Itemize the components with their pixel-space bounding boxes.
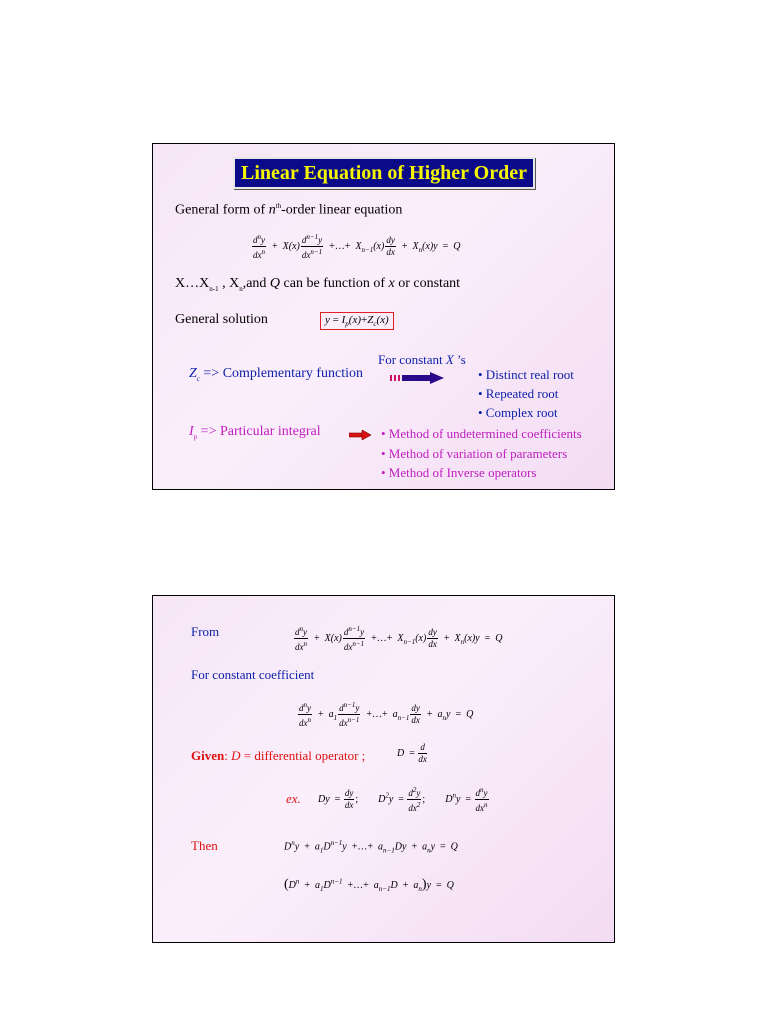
given-text: Given: D = differential operator ; bbox=[191, 748, 366, 763]
list-item: • Repeated root bbox=[478, 386, 559, 401]
complementary-list bbox=[478, 365, 574, 422]
slide-2 bbox=[152, 595, 615, 943]
constant-x-label: For constant X ’s bbox=[378, 352, 466, 367]
functions-note: $X\dots X_{n-1}$ , $X_n,and$ Q can be function of x or constant bbox=[175, 276, 461, 293]
ex-label: ex. bbox=[286, 791, 301, 806]
d-operator-definition: D = $\frac{d}{dx}$ bbox=[397, 742, 427, 764]
particular-arrow-icon bbox=[349, 430, 371, 440]
then-label: Then bbox=[191, 838, 218, 853]
list-item: • Method of undetermined coefficients bbox=[381, 426, 582, 441]
slide-1-title: Linear Equation of Higher Order bbox=[233, 157, 535, 189]
operator-equation: $D^ny + a_1D^{n-1}y$ +…+ $a_{n-1}Dy + a_ny = Q$ bbox=[284, 839, 458, 855]
complementary-function-label: $Z_c$ => Complementary function bbox=[189, 366, 364, 383]
operator-examples: Dy = $\frac{dy}{dx}$ ; $D^2y$ = $\frac{d^2y}{dx^2}$ ; $D^ny$ = $\frac{d^ny}{dx^n}$ bbox=[318, 786, 488, 813]
list-item: • Method of Inverse operators bbox=[381, 465, 537, 480]
slide-1 bbox=[152, 143, 615, 490]
list-item: • Distinct real root bbox=[478, 367, 574, 382]
from-label: From bbox=[191, 624, 220, 639]
list-item: • Method of variation of parameters bbox=[381, 445, 568, 461]
general-solution-equation: $y = I_p(x)+Z_c(x)$ bbox=[320, 312, 394, 330]
list-item: • Complex root bbox=[478, 405, 558, 420]
general-form-text: General form of $n^{th}$-order linear equation bbox=[175, 202, 403, 218]
factored-operator-equation: ($D^n + a_1D^{n-1}$ +…+ $a_{n-1}D + a_n)y = Q$ bbox=[284, 877, 454, 893]
complementary-arrow-icon bbox=[390, 372, 444, 384]
constant-coefficient-label: For constant coefficient bbox=[191, 667, 315, 682]
particular-list bbox=[381, 424, 582, 483]
general-equation: $\frac{d^ny}{dx^n}$ + X(x) $\frac{d^{n-1}y}{dx^{n-1}}$ +…+ $X_{n-1}(x)$ $\frac{dy}{dx}$ + $X_n(x)y = Q$ bbox=[295, 625, 503, 652]
constant-coefficient-equation: $\frac{d^ny}{dx^n}$ + $a_1$ $\frac{d^{n-1}y}{dx^{n-1}}$ +…+ $a_{n-1}$ $\frac{dy}{dx}$ + $a_ny = Q$ bbox=[299, 701, 474, 728]
general-solution-label: General solution bbox=[175, 312, 268, 327]
nth-order-equation: $\frac{d^ny}{dx^n}$ + X(x) $\frac{d^{n-1}y}{dx^{n-1}}$ +…+ $X_{n-1}(x)$ $\frac{dy}{dx}$ + $X_n(x)y = Q$ bbox=[253, 233, 461, 260]
particular-integral-label: $I_p$ => Particular integral bbox=[189, 424, 321, 441]
